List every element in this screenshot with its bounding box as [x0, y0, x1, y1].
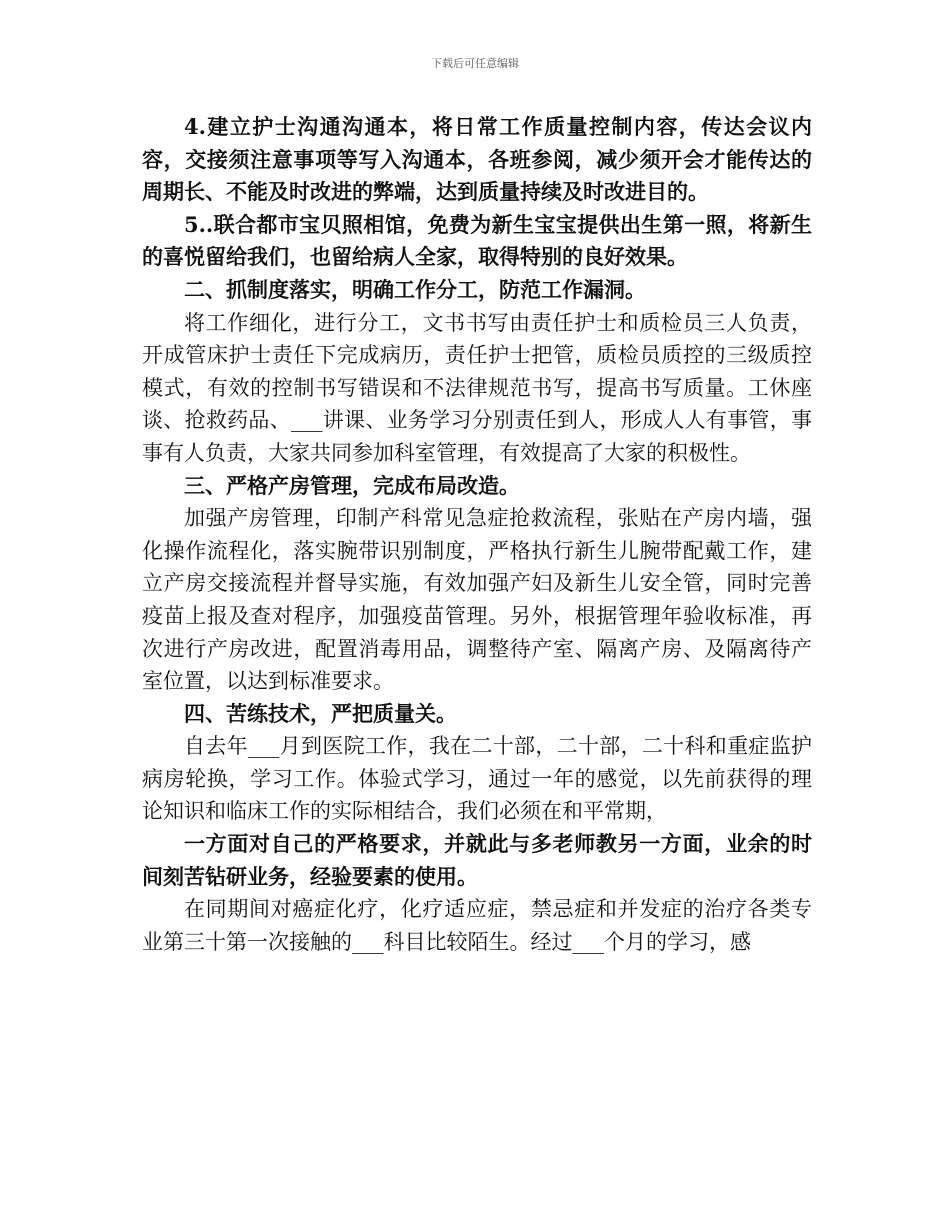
section-heading-3: 三、严格产房管理，完成布局改造。 [184, 472, 520, 498]
paragraph-section-2: 将工作细化，进行分工，文书书写由责任护士和质检员三人负责，开成管床护士责任下完成病历，责任护士把管，质检员质控的三级质控模式，有效的控制书写错误和不法律规范书写，提高书写质量。工休座谈、抢救药品、___讲课、业务学习分别责任到人，形成人人有事管，事事有人负责，大家共同参加科室管理，有效提高了大家的积极性。 [142, 310, 812, 465]
section-heading-2: 二、抓制度落实，明确工作分工，防范工作漏洞。 [184, 276, 646, 302]
paragraph-item-4: 4.建立护士沟通沟通本，将日常工作质量控制内容，传达会议内容，交接须注意事项等写入沟通本，各班参阅，减少须开会才能传达的周期长、不能及时改进的弊端，达到质量持续及时改进目的。 [142, 114, 812, 205]
paragraph-section-4: 自去年___月到医院工作，我在二十部，二十部，二十科和重症监护病房轮换，学习工作。体验式学习，通过一年的感觉，以先前获得的理论知识和临床工作的实际相结合，我们必须在和平常期， [142, 734, 812, 824]
paragraph-section-3: 加强产房管理，印制产科常见急症抢救流程，张贴在产房内墙，强化操作流程化，落实腕带识别制度，严格执行新生儿腕带配戴工作，建立产房交接流程并督导实施，有效加强产妇及新生儿安全管，同时完善疫苗上报及查对程序，加强疫苗管理。另外，根据管理年验收标准，再次进行产房改进，配置消毒用品，调整待产室、隔离产房、及隔离待产室位置，以达到标准要求。 [142, 506, 812, 694]
document-body [142, 111, 812, 958]
paragraph-continued: 在同期间对癌症化疗，化疗适应症，禁忌症和并发症的治疗各类专业第三十第一次接触的___科目比较陌生。经过___个月的学习，感 [142, 897, 812, 954]
paragraph-item-5: 5..联合都市宝贝照相馆，免费为新生宝宝提供出生第一照，将新生的喜悦留给我们，也留给病人全家，取得特别的良好效果。 [142, 211, 812, 270]
paragraph-bold-emphasis: 一方面对自己的严格要求，并就此与多老师教另一方面，业余的时间刻苦钻研业务，经验要素的使用。 [142, 831, 812, 889]
page-header: 下载后可任意编辑 [431, 57, 519, 70]
section-heading-4: 四、苦练技术，严把质量关。 [184, 700, 457, 726]
